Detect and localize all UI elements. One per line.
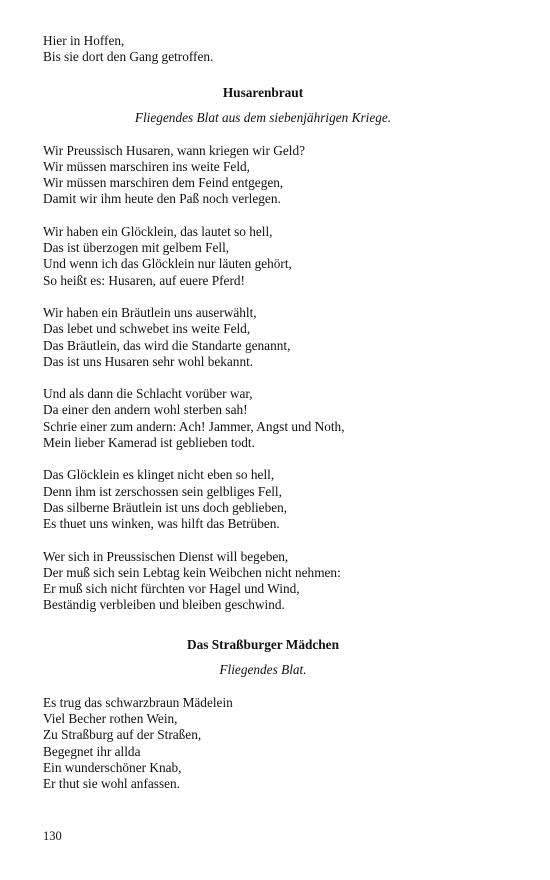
verse-line: Wir Preussisch Husaren, wann kriegen wir Geld? [43,142,306,158]
verse-line: Das ist uns Husaren sehr wohl bekannt. [43,353,254,369]
stanza [43,143,483,208]
verse-line: Er thut sie wohl anfassen. [43,776,181,792]
verse-line: Wir müssen marschiren dem Feind entgegen, [43,175,284,191]
verse-line: Viel Becher rothen Wein, [43,711,178,727]
poem-subtitle: Fliegendes Blat. [219,661,307,677]
poem-title: Husarenbraut [222,84,304,100]
poem-husarenbraut [43,85,483,614]
poem-subtitle: Fliegendes Blat aus dem siebenjährigen Kriege. [134,109,392,125]
verse-line: Wir haben ein Glöcklein, das lautet so hell, [43,223,273,239]
verse-line: Ein wunderschöner Knab, [43,759,182,775]
verse-line: Das Bräutlein, das wird die Standarte genannt, [43,337,291,353]
page-content [43,33,483,809]
verse-line: Denn ihm ist zerschossen sein gelbliges Fell, [43,483,282,499]
verse-line: Wir haben ein Bräutlein uns auserwählt, [43,304,257,320]
verse-line: Damit wir ihm heute den Paß noch verlegen. [43,191,281,207]
verse-line: Das Glöcklein es klinget nicht eben so hell, [43,467,275,483]
verse-line: Und wenn ich das Glöcklein nur läuten gehört, [43,256,292,272]
verse-line: Da einer den andern wohl sterben sah! [43,402,248,418]
stanza [43,549,483,614]
verse-line: Wer sich in Preussischen Dienst will begeben, [43,548,289,564]
verse-line: Zu Straßburg auf der Straßen, [43,727,202,743]
verse-line: So heißt es: Husaren, auf euere Pferd! [43,272,245,288]
verse-line: Schrie einer zum andern: Ach! Jammer, Angst und Noth, [43,418,345,434]
verse-line: Bis sie dort den Gang getroffen. [43,49,214,65]
stanza [43,467,483,532]
stanza [43,386,483,451]
verse-line: Das lebet und schwebet ins weite Feld, [43,321,251,337]
verse-line: Das silberne Bräutlein ist uns doch geblieben, [43,499,288,515]
verse-line: Mein lieber Kamerad ist geblieben todt. [43,435,255,451]
verse-line: Beständig verbleiben und bleiben geschwind. [43,597,285,613]
poem-title: Das Straßburger Mädchen [187,636,339,652]
verse-line: Hier in Hoffen, [43,33,125,48]
verse-line: Das ist überzogen mit gelbem Fell, [43,240,230,256]
verse-line: Und als dann die Schlacht vorüber war, [43,386,253,402]
verse-line: Es thuet uns winken, was hilft das Betrüben. [43,516,280,532]
poem-strassburger-maedchen [43,637,483,793]
verse-line: Wir müssen marschiren ins weite Feld, [43,158,250,174]
verse-line: Der muß sich sein Lebtag kein Weibchen nicht nehmen: [43,564,341,580]
stanza [43,305,483,370]
verse-line: Es trug das schwarzbraun Mädelein [43,694,233,710]
verse-line: Begegnet ihr allda [43,743,141,759]
stanza [43,695,483,793]
page-number: 130 [43,829,62,843]
verse-line: Er muß sich nicht fürchten vor Hagel und Wind, [43,581,300,597]
prev-poem-ending [43,33,483,66]
stanza [43,224,483,289]
